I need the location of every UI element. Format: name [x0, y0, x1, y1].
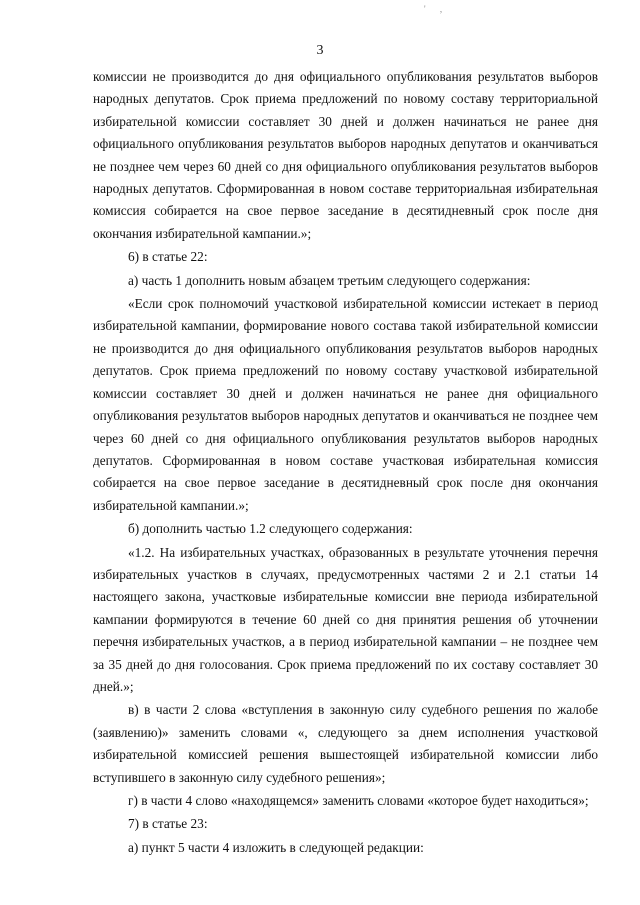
paragraph-subitem-b: б) дополнить частью 1.2 следующего содержания: — [128, 521, 413, 537]
document-body — [93, 66, 598, 859]
page-number: 3 — [316, 43, 324, 58]
paragraph-subitem-a-2: а) пункт 5 части 4 изложить в следующей редакции: — [128, 839, 424, 855]
scan-mark: ' , — [424, 4, 449, 14]
paragraph-subitem-v: в) в части 2 слова «вступления в законную силу судебного решения по жалобе (заявлению)» заменить словами «, следующего за днем исполнения участковой избирательной комиссией решения вышестоящей избирательной комиссии либо вступившего в законную силу судебного решения»; — [93, 702, 598, 785]
paragraph-item-7: 7) в статье 23: — [128, 816, 208, 832]
paragraph-quote-1: «Если срок полномочий участковой избирательной комиссии истекает в период избирательной кампании, формирование нового состава такой избирательной комиссии не производится до дня официального опубликования результатов выборов народных депутатов. Срок приема предложений по новому составу участковой избирательной комиссии составляет 30 дней и должен начинаться не ранее дня официального опубликования результатов выборов народных депутатов и оканчиваться не позднее чем через 60 дней со дня официального опубликования результатов выборов народных депутатов. Сформированная в новом составе участковая избирательная комиссия собирается на свое первое заседание в десятидневный срок после дня окончания избирательной кампании.»; — [93, 296, 598, 513]
paragraph-subitem-g: г) в части 4 слово «находящемся» заменить словами «которое будет находиться»; — [128, 793, 589, 808]
paragraph-subitem-a: а) часть 1 дополнить новым абзацем третьим следующего содержания: — [128, 272, 531, 288]
paragraph-quote-1-2: «1.2. На избирательных участках, образованных в результате уточнения перечня избирательных участков в случаях, предусмотренных частями 2 и 2.1 статьи 14 настоящего закона, участковые избирательные комиссии вне периода избирательной кампании формируются в течение 60 дней со дня принятия решения об уточнении перечня избирательных участков, а в период избирательной кампании – не позднее чем за 35 дней до дня голосования. Срок приема предложений по их составу составляет 30 дней.»; — [93, 544, 598, 694]
paragraph-continuation: комиссии не производится до дня официального опубликования результатов выборов народных депутатов. Срок приема предложений по новому составу территориальной избирательной комиссии составляет 30 дней и должен начинаться не ранее дня официального опубликования результатов выборов народных депутатов и оканчиваться не позднее чем через 60 дней со дня официального опубликования результатов выборов народных депутатов. Сформированная в новом составе территориальная избирательная комиссия собирается на свое первое заседание в десятидневный срок после дня окончания избирательной кампании.»; — [93, 69, 598, 241]
paragraph-item-6: 6) в статье 22: — [128, 249, 208, 265]
